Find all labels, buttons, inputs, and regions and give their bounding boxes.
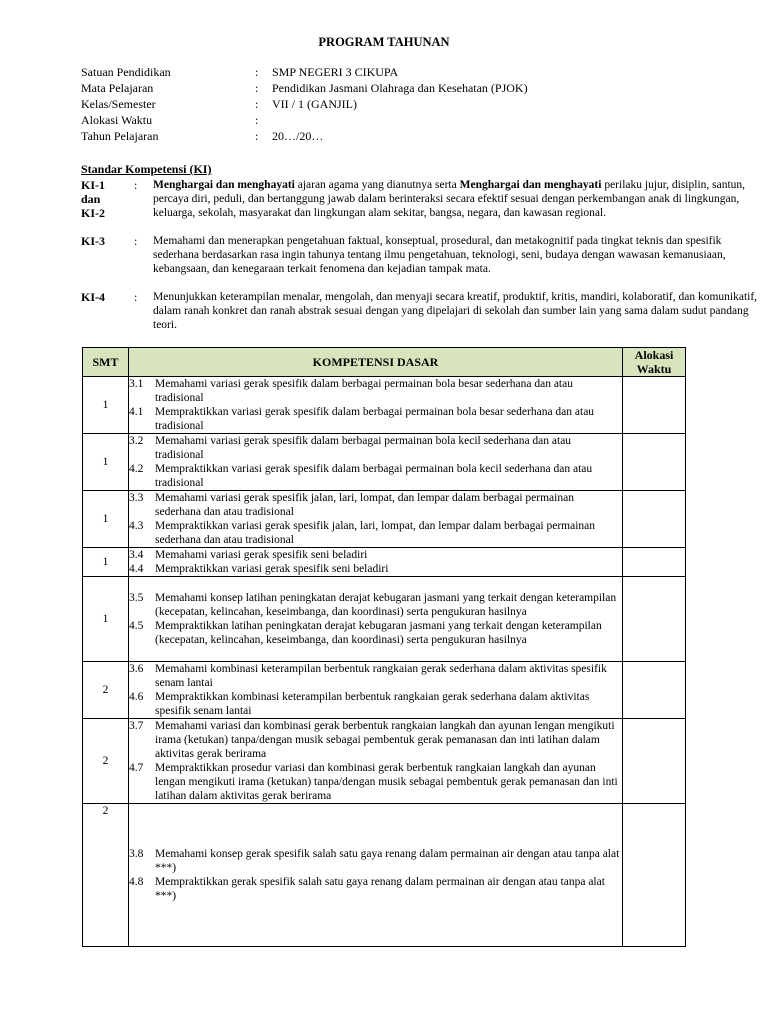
kd-item [129,405,622,433]
header-smt: SMT [83,348,129,377]
ki-text [153,178,763,220]
smt-cell: 1 [83,434,129,491]
kd-cell [129,434,623,491]
smt-cell: 2 [83,662,129,719]
table-row [83,662,686,719]
table-row [83,548,686,577]
ki-label: KI-4 [81,290,105,304]
header-alokasi-line: Alokasi [634,348,674,362]
table-row [83,434,686,491]
kd-item [129,562,622,576]
kd-number: 3.7 [129,720,144,732]
info-label: Tahun Pelajaran [81,129,159,143]
kd-cell [129,719,623,804]
table-row [83,804,686,947]
info-label: Kelas/Semester [81,97,156,111]
kd-cell [129,548,623,577]
ki-text: Memahami dan menerapkan pengetahuan faktual, konseptual, prosedural, dan metakognitif pada tingkat teknis dan spesifik sederhana berdasarkan rasa ingin tahunya tentang ilmu pengetahuan, teknologi, seni, budaya dengan wawasan kemanusiaan, kebangsaan, dan kenegaraan terkait fenomena dan kejadian tampak mata. [153,235,726,275]
header-kompetensi-dasar: KOMPETENSI DASAR [129,348,623,377]
alokasi-cell [623,491,686,548]
alokasi-cell [623,434,686,491]
info-colon: : [255,81,259,95]
kd-item [129,690,622,718]
kd-number: 3.4 [129,549,144,561]
kd-cell [129,377,623,434]
alokasi-cell [623,804,686,947]
smt-cell: 1 [83,377,129,434]
kd-item [129,491,622,519]
kd-text: Memahami variasi gerak spesifik dalam berbagai permainan bola besar sederhana dan atau tradisional [155,378,573,404]
kd-item [129,875,622,903]
kd-item [129,548,622,562]
kd-text: Mempraktikkan kombinasi keterampilan berbentuk rangkaian gerak sederhana dalam aktivitas spesifik senam lantai [155,691,590,717]
kd-text: Mempraktikkan variasi gerak spesifik dalam berbagai permainan bola kecil sederhana dan atau tradisional [155,463,593,489]
info-value: SMP NEGERI 3 CIKUPA [272,65,399,79]
ki-label [81,178,105,220]
alokasi-cell [623,377,686,434]
kd-item [129,591,622,619]
kd-item [129,761,622,803]
table-row [83,377,686,434]
smt-cell: 1 [83,491,129,548]
info-label: Mata Pelajaran [81,81,154,95]
page-title: PROGRAM TAHUNAN [318,35,450,49]
ki-bold: Menghargai dan menghayati [153,179,295,191]
alokasi-cell [623,662,686,719]
ki-colon: : [134,290,138,304]
info-value: Pendidikan Jasmani Olahraga dan Kesehatan (PJOK) [272,81,528,95]
kd-text: Mempraktikkan prosedur variasi dan kombinasi gerak berbentuk rangkaian langkah dan ayunan lengan mengikuti irama (ketukan) tanpa/dengan musik sebagai pembentuk gerak pemanasan dan inti latihan dalam aktivitas gerak berirama [155,762,618,802]
info-colon: : [255,65,259,79]
kd-cell [129,491,623,548]
ki-span: perilaku jujur, disiplin, santun, percaya diri, peduli, dan bertanggung jawab dalam berinteraksi secara efektif sesuai dengan perkembangan anak di lingkungan, keluarga, sekolah, masyarakat dan lingkungan alam sekitar, bangsa, negara, dan kawasan regional. [153,179,746,219]
ki-heading: Standar Kompetensi (KI) [81,162,212,176]
ki-label: KI-3 [81,234,105,248]
info-value: 20…/20… [272,129,324,143]
ki-span: ajaran agama yang dianutnya serta [294,179,460,191]
header-alokasi-waktu [623,348,686,377]
kd-number: 4.8 [129,876,144,888]
kd-number: 3.1 [129,378,144,390]
kd-text: Mempraktikkan gerak spesifik salah satu gaya renang dalam permainan air dengan atau tanpa alat ***) [155,876,605,902]
kd-number: 4.7 [129,762,144,774]
kd-text: Mempraktikkan variasi gerak spesifik jalan, lari, lompat, dan lempar dalam berbagai permainan sederhana dan atau tradisional [155,520,596,546]
header-alokasi-line: Waktu [636,362,672,376]
kd-text: Memahami variasi dan kombinasi gerak berbentuk rangkaian langkah dan ayunan lengan mengikuti irama (ketukan) tanpa/dengan musik sebagai pembentuk gerak pemanasan dan inti latihan dalam aktivitas gerak berirama [155,720,615,760]
table-row [83,577,686,662]
kd-number: 3.8 [129,848,144,860]
ki-colon: : [134,178,138,192]
kd-number: 3.6 [129,663,144,675]
ki-text: Menunjukkan keterampilan menalar, mengolah, dan menyaji secara kreatif, produktif, kritis, mandiri, kolaboratif, dan komunikatif, dalam ranah konkret dan ranah abstrak sesuai dengan yang dipelajari di sekolah dan sumber lain yang sama dalam sudut pandang teori. [153,291,758,331]
kd-item [129,847,622,875]
smt-cell: 2 [83,804,129,947]
kd-item [129,719,622,761]
kd-number: 4.3 [129,520,144,532]
kd-number: 3.2 [129,435,144,447]
table-row [83,719,686,804]
kd-item [129,377,622,405]
kd-number: 3.3 [129,492,144,504]
info-label: Alokasi Waktu [81,113,153,127]
kd-text: Mempraktikkan variasi gerak spesifik dalam berbagai permainan bola besar sederhana dan atau tradisional [155,406,595,432]
kd-number: 4.1 [129,406,144,418]
ki-label-line: KI-2 [81,206,105,220]
kd-text: Memahami variasi gerak spesifik seni beladiri [155,549,368,561]
kd-text: Mempraktikkan variasi gerak spesifik seni beladiri [155,563,389,575]
kd-text: Memahami konsep gerak spesifik salah satu gaya renang dalam permainan air dengan atau tanpa alat ***) [155,848,620,874]
ki-colon: : [134,234,138,248]
ki-label-line: dan [81,192,101,206]
kd-item [129,619,622,647]
kd-text: Memahami variasi gerak spesifik jalan, lari, lompat, dan lempar dalam berbagai permainan sederhana dan atau tradisional [155,492,574,518]
info-colon: : [255,113,259,127]
kd-item [129,462,622,490]
kd-item [129,434,622,462]
table-header-row [83,348,686,377]
kd-number: 4.2 [129,463,144,475]
kd-cell [129,662,623,719]
kd-number: 4.6 [129,691,144,703]
kd-cell [129,577,623,662]
alokasi-cell [623,577,686,662]
alokasi-cell [623,548,686,577]
info-value: VII / 1 (GANJIL) [272,97,357,111]
kd-number: 4.5 [129,620,144,632]
kd-item [129,519,622,547]
kompetensi-dasar-table [82,347,686,947]
kd-number: 3.5 [129,592,144,604]
ki-label-line: KI-1 [81,178,105,192]
kd-text: Memahami variasi gerak spesifik dalam berbagai permainan bola kecil sederhana dan atau tradisional [155,435,572,461]
info-colon: : [255,97,259,111]
kd-item [129,662,622,690]
smt-cell: 1 [83,548,129,577]
kd-text: Mempraktikkan latihan peningkatan derajat kebugaran jasmani yang terkait dengan keterampilan (kecepatan, kelincahan, keseimbanga, dan koordinasi) serta pengukuran hasilnya [155,620,602,646]
info-label: Satuan Pendidikan [81,65,171,79]
ki-bold: Menghargai dan menghayati [459,179,602,191]
kd-number: 4.4 [129,563,144,575]
kd-cell [129,804,623,947]
alokasi-cell [623,719,686,804]
table-row [83,491,686,548]
kd-text: Memahami konsep latihan peningkatan derajat kebugaran jasmani yang terkait dengan keterampilan (kecepatan, kelincahan, keseimbanga, dan koordinasi) serta pengukuran hasilnya [155,592,617,618]
smt-cell: 2 [83,719,129,804]
info-colon: : [255,129,259,143]
smt-cell: 1 [83,577,129,662]
kd-text: Memahami kombinasi keterampilan berbentuk rangkaian gerak sederhana dalam aktivitas spesifik senam lantai [155,663,607,689]
